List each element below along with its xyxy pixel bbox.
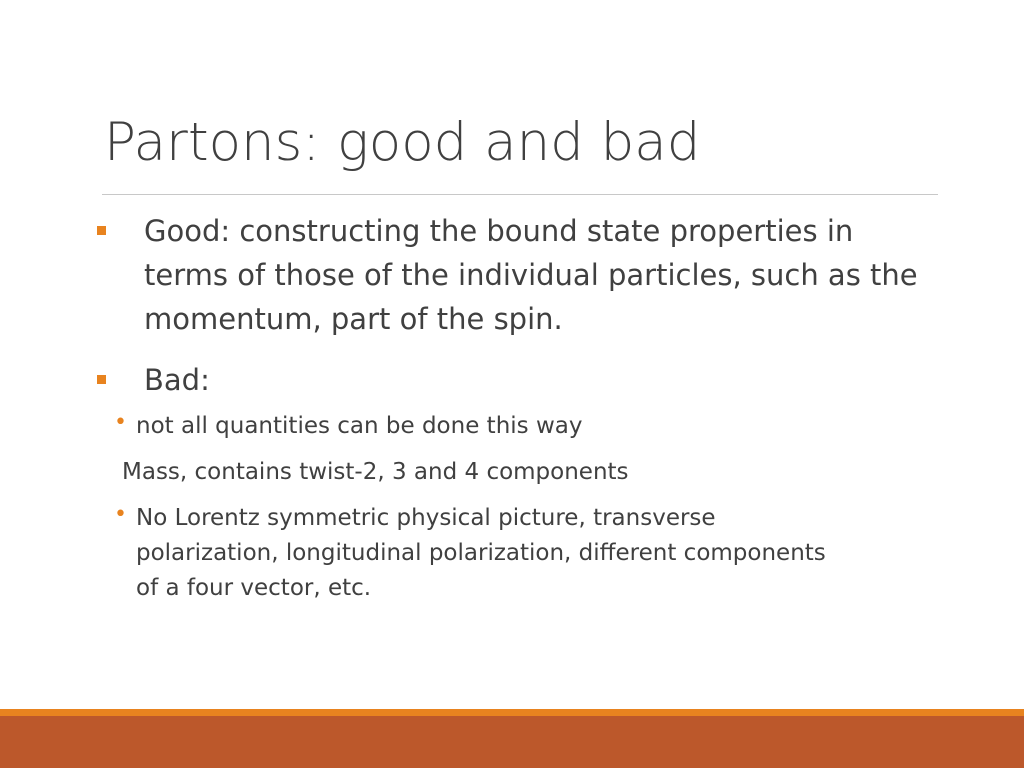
- square-bullet-icon: [97, 226, 106, 235]
- slide-title: Partons: good and bad: [104, 112, 701, 173]
- sub-bullet-mass: Mass, contains twist-2, 3 and 4 components: [122, 459, 629, 485]
- dot-bullet-icon: •: [114, 502, 127, 527]
- bullet-bad: Bad:: [144, 363, 210, 397]
- sub-bullet-no-lorentz: No Lorentz symmetric physical picture, transverse polarization, longitudinal polarization, different components of a four vector, etc.: [136, 505, 826, 601]
- footer-accent-line: [0, 709, 1024, 716]
- bullet-good: Good: constructing the bound state properties in terms of those of the individual particles, such as the momentum, part of the spin.: [144, 214, 918, 336]
- sub-bullet-not-all-quantities: not all quantities can be done this way: [136, 413, 583, 439]
- footer-band: [0, 716, 1024, 768]
- square-bullet-icon: [97, 375, 106, 384]
- dot-bullet-icon: •: [114, 410, 127, 435]
